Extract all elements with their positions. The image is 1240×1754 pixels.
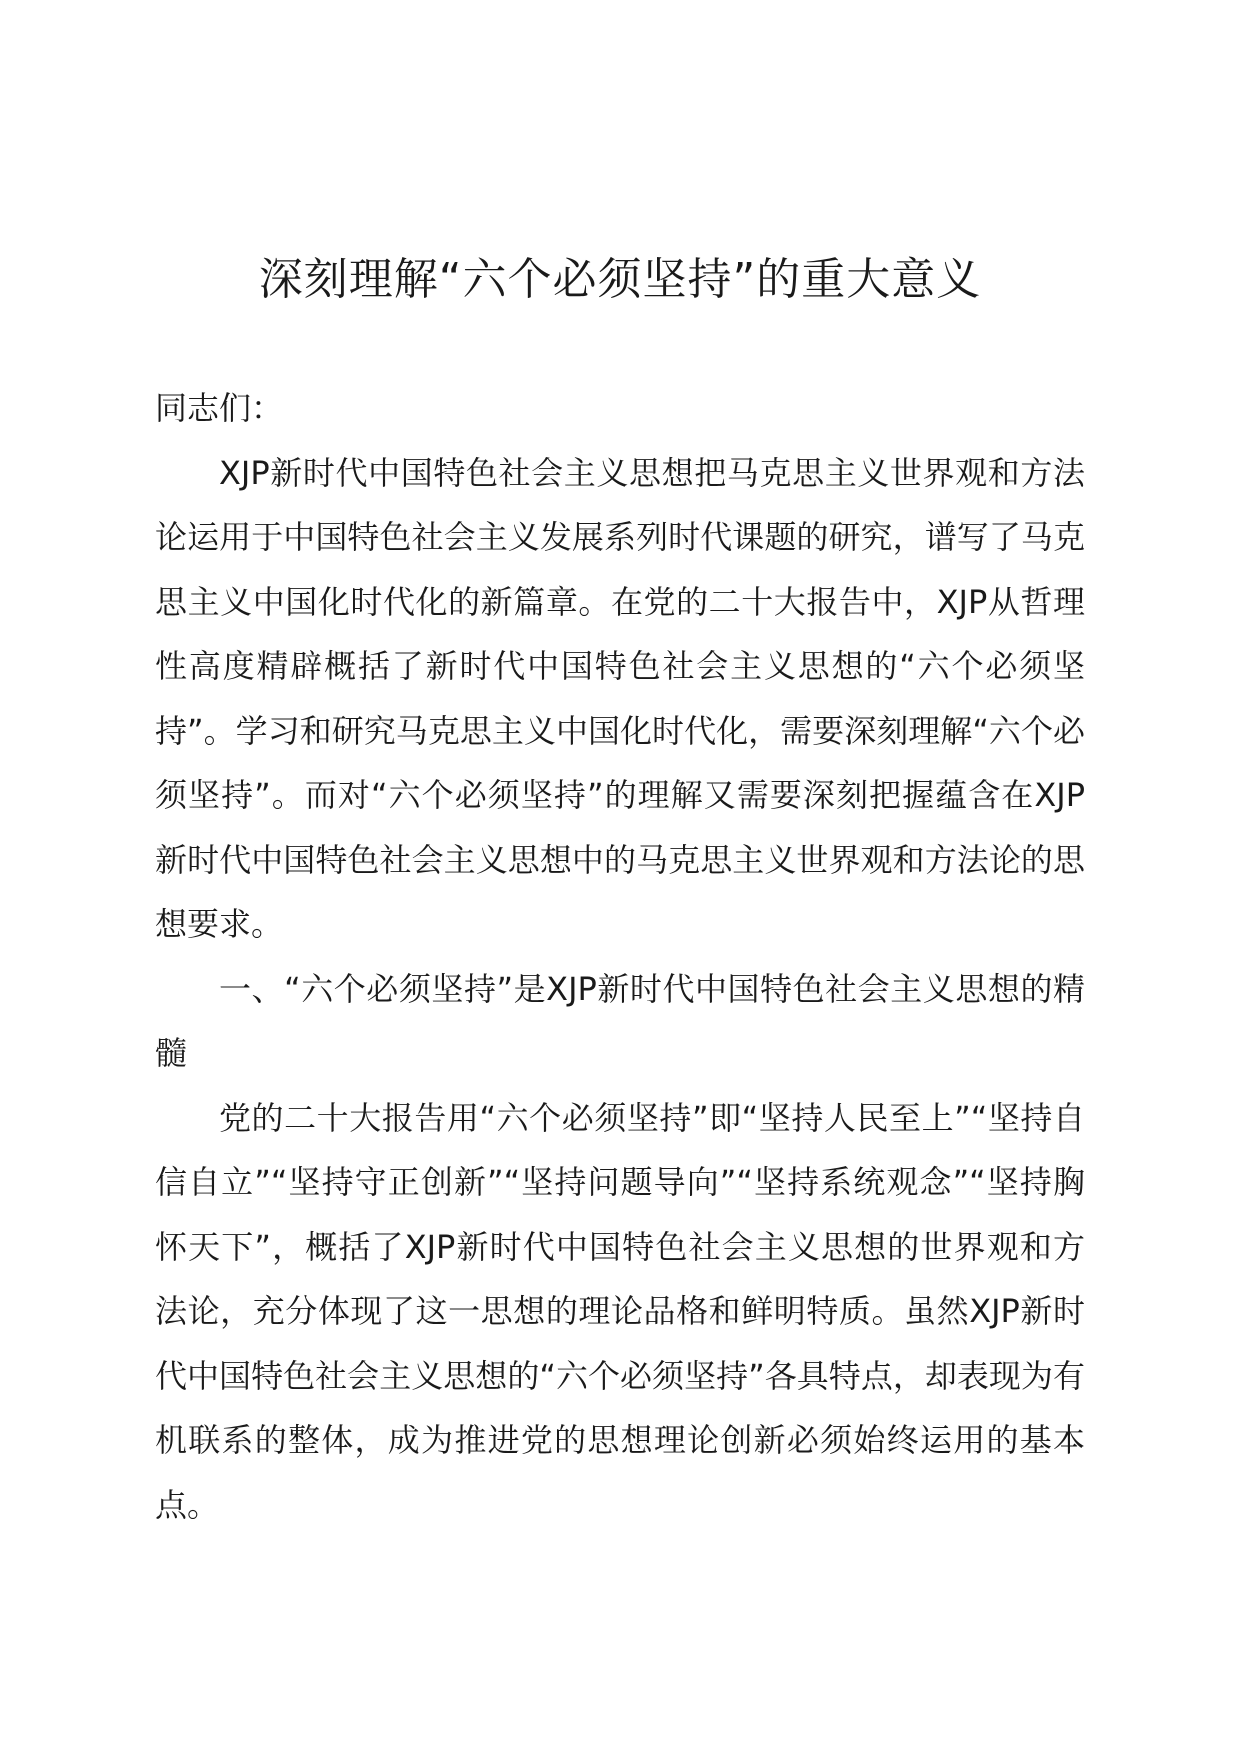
- document-body: [155, 376, 1085, 1537]
- paragraph-intro: XJP新时代中国特色社会主义思想把马克思主义世界观和方法论运用于中国特色社会主义发展系列时代课题的研究，谱写了马克思主义中国化时代化的新篇章。在党的二十大报告中，XJP从哲理性高度精辟概括了新时代中国特色社会主义思想的“六个必须坚持”。学习和研究马克思主义中国化时代化，需要深刻理解“六个必须坚持”。而对“六个必须坚持”的理解又需要深刻把握蕴含在XJP新时代中国特色社会主义思想中的马克思主义世界观和方法论的思想要求。: [155, 453, 1085, 943]
- section-heading-1: 一、“六个必须坚持”是XJP新时代中国特色社会主义思想的精髓: [155, 969, 1085, 1072]
- greeting: 同志们：: [155, 389, 284, 427]
- document-title: 深刻理解“六个必须坚持”的重大意义: [258, 254, 982, 305]
- paragraph-section-1: 党的二十大报告用“六个必须坚持”即“坚持人民至上”“坚持自信自立”“坚持守正创新”“坚持问题导向”“坚持系统观念”“坚持胸怀天下”，概括了XJP新时代中国特色社会主义思想的世界观和方法论，充分体现了这一思想的理论品格和鲜明特质。虽然XJP新时代中国特色社会主义思想的“六个必须坚持”各具特点，却表现为有机联系的整体，成为推进党的思想理论创新必须始终运用的基本点。: [155, 1098, 1085, 1524]
